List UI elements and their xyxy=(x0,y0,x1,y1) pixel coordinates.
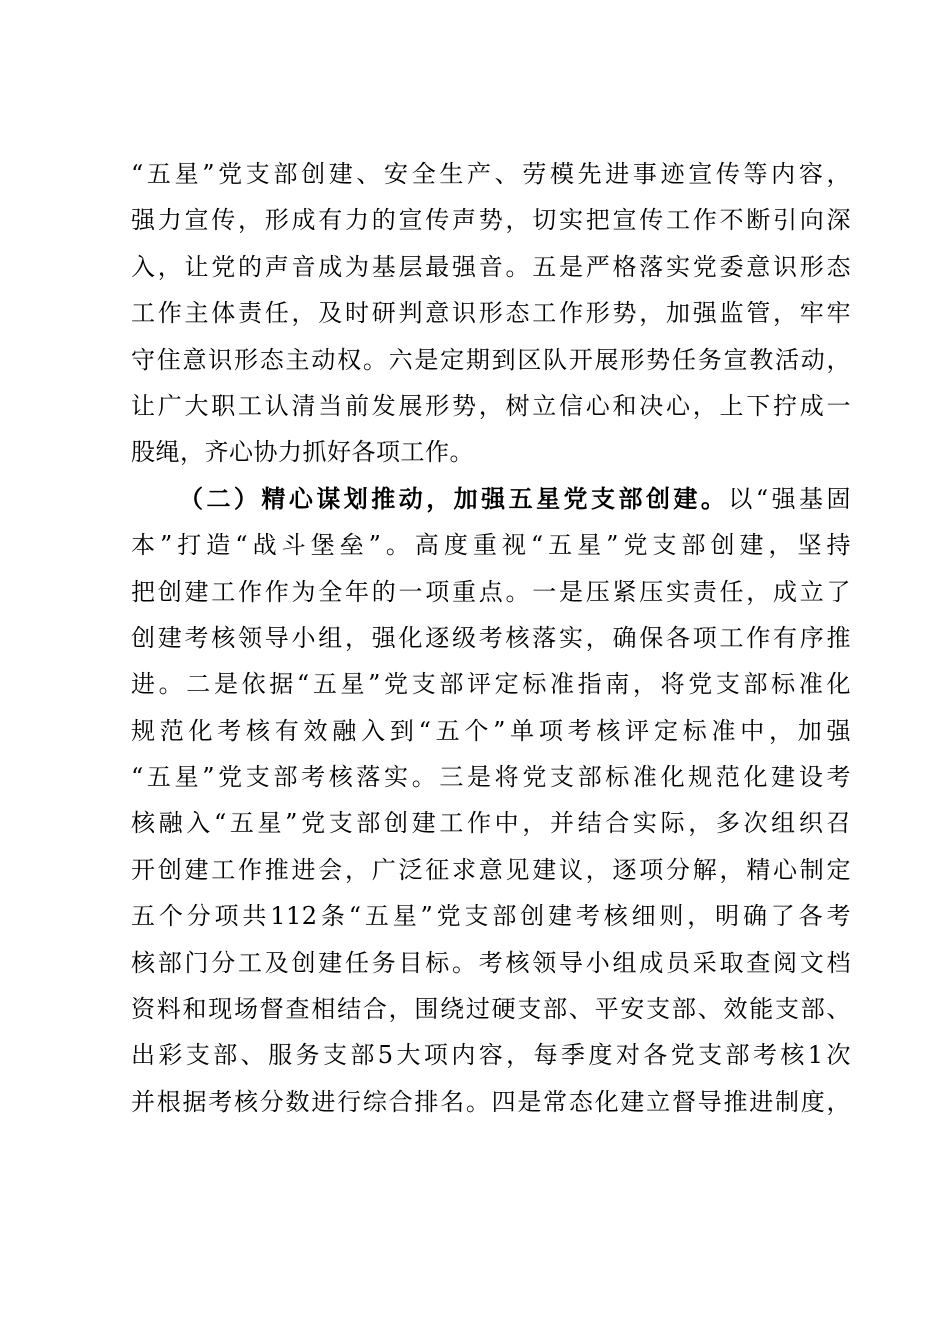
paragraph-1-line-5: 守住意识形态主动权。六是定期到区队开展形势任务宣教活动， xyxy=(131,345,851,374)
paragraph-2-line-3: 把创建工作作为全年的一项重点。一是压紧压实责任，成立了 xyxy=(131,577,851,606)
paragraph-2-line-10: 五个分项共112条“五星”党支部创建考核细则，明确了各考 xyxy=(131,902,851,931)
paragraph-1-line-1: “五星”党支部创建、安全生产、劳模先进事迹宣传等内容， xyxy=(131,160,851,188)
paragraph-1-line-2: 强力宣传，形成有力的宣传声势，切实把宣传工作不断引向深 xyxy=(131,206,851,235)
paragraph-2-line-1 xyxy=(131,476,851,522)
paragraph-2-line-11: 核部门分工及创建任务目标。考核领导小组成员采取查阅文档 xyxy=(131,948,851,977)
paragraph-2-line-13: 出彩支部、服务支部5大项内容，每季度对各党支部考核1次 xyxy=(131,1041,851,1070)
body-text xyxy=(131,151,851,1125)
paragraph-2-line-2: 本”打造“战斗堡垒”。高度重视“五星”党支部创建，坚持 xyxy=(131,531,851,560)
paragraph-1-line-7: 股绳，齐心协力抓好各项工作。 xyxy=(131,438,474,467)
paragraph-2-line-14: 并根据考核分数进行综合排名。四是常态化建立督导推进制度， xyxy=(131,1087,851,1116)
paragraph-2-line-5: 进。二是依据“五星”党支部评定标准指南，将党支部标准化 xyxy=(131,670,851,699)
section-heading: （二）精心谋划推动，加强五星党支部创建。 xyxy=(179,483,729,513)
paragraph-2-line-6: 规范化考核有效融入到“五个”单项考核评定标准中，加强 xyxy=(131,716,851,745)
paragraph-2-line-12: 资料和现场督查相结合，围绕过硬支部、平安支部、效能支部、 xyxy=(131,995,851,1024)
paragraph-2-line-9: 开创建工作推进会，广泛征求意见建议，逐项分解，精心制定 xyxy=(131,855,851,884)
paragraph-1-line-4: 工作主体责任，及时研判意识形态工作形势，加强监管，牢牢 xyxy=(131,299,851,328)
paragraph-1-line-6: 让广大职工认清当前发展形势，树立信心和决心，上下拧成一 xyxy=(131,391,851,420)
paragraph-2-line-8: 核融入“五星”党支部创建工作中，并结合实际，多次组织召 xyxy=(131,809,851,838)
paragraph-2-line-7: “五星”党支部考核落实。三是将党支部标准化规范化建设考 xyxy=(131,763,851,792)
paragraph-2-line-4: 创建考核领导小组，强化逐级考核落实，确保各项工作有序推 xyxy=(131,623,851,652)
paragraph-2-line-1-rest: 以“强基固 xyxy=(728,484,851,513)
paragraph-1-line-3: 入，让党的声音成为基层最强音。五是严格落实党委意识形态 xyxy=(131,252,851,281)
